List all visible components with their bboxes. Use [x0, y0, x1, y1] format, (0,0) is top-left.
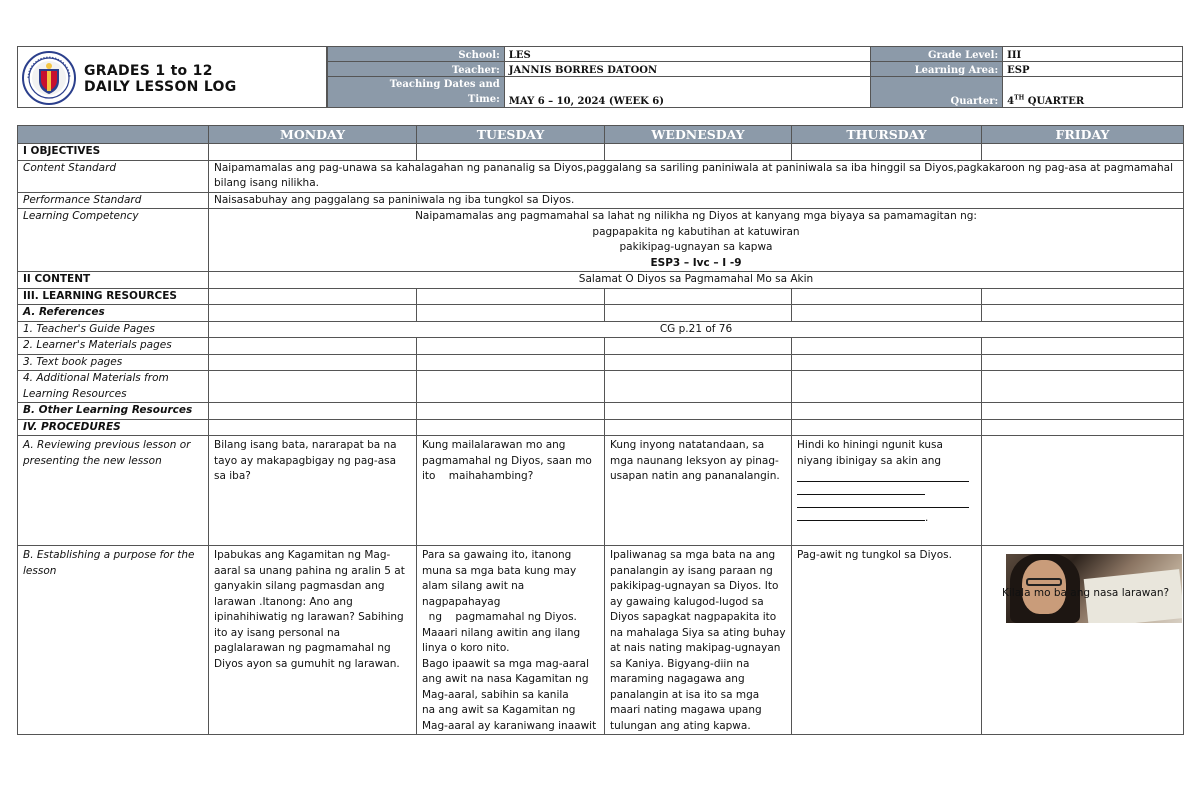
- cell: [417, 338, 605, 355]
- learners-materials-label: 2. Learner's Materials pages: [18, 338, 209, 355]
- cell: [209, 144, 417, 161]
- lesson-plan-table: [17, 125, 1184, 735]
- answer-blank-line: [797, 508, 925, 521]
- cell: [605, 403, 792, 420]
- establishing-tuesday-line-3: Maaari nilang awitin ang ilang linya o koro nito.: [422, 626, 581, 654]
- establishing-tuesday-line-1: Para sa gawaing ito, itanong muna sa mga bata kung may alam silang awit na nagpapahayag: [422, 549, 577, 608]
- corner-cell: [18, 126, 209, 144]
- learning-resources-label: III. LEARNING RESOURCES: [18, 288, 209, 305]
- learning-area-label: Learning Area:: [871, 62, 1003, 77]
- quarter-label: Quarter:: [871, 77, 1003, 108]
- cell: [605, 338, 792, 355]
- cell: [792, 354, 982, 371]
- cell: [605, 144, 792, 161]
- day-header-thursday: THURSDAY: [792, 126, 982, 144]
- teaching-dates-label-line-1: Teaching Dates and: [389, 79, 500, 90]
- photo-glasses: [1026, 578, 1062, 586]
- content-label: II CONTENT: [18, 272, 209, 289]
- reviewing-tuesday-line-1: Kung mailalarawan mo ang pagmamahal ng Diyos, saan mo: [422, 439, 592, 467]
- establishing-monday: Ipabukas ang Kagamitan ng Mag-aaral sa unang pahina ng aralin 5 at ganyakin silang pagmasdan ang larawan .Itanong: Ano ang ipinahihiwatig ng larawan? Sabihing ito ay isang personal na paglalarawan ng pagmamahal ng Diyos ayon sa gumuhit ng larawan.: [209, 546, 417, 735]
- establishing-thursday: Pag-awit ng tungkol sa Diyos.: [792, 546, 982, 735]
- grade-level-label: Grade Level:: [871, 47, 1003, 62]
- answer-blank-line: [797, 482, 925, 495]
- cell: [982, 305, 1184, 322]
- dates-value: MAY 6 – 10, 2024 (WEEK 6): [504, 77, 870, 108]
- grade-level-value: III: [1003, 47, 1183, 62]
- cell: [982, 419, 1184, 436]
- teachers-guide-label: 1. Teacher's Guide Pages: [18, 321, 209, 338]
- cell: [792, 419, 982, 436]
- quarter-number: 4: [1007, 96, 1015, 107]
- cell: [605, 419, 792, 436]
- cell: [605, 354, 792, 371]
- school-label: School:: [328, 47, 505, 62]
- cell: [605, 288, 792, 305]
- cell: [417, 419, 605, 436]
- teacher-label: Teacher:: [328, 62, 505, 77]
- additional-materials-line-1: 4. Additional Materials from: [23, 372, 169, 384]
- cell: [209, 305, 417, 322]
- quarter-text: QUARTER: [1024, 96, 1085, 107]
- cell: [982, 403, 1184, 420]
- textbook-pages-label: 3. Text book pages: [18, 354, 209, 371]
- teaching-dates-label: [328, 77, 505, 108]
- reviewing-tuesday: [417, 436, 605, 546]
- reviewing-tuesday-line-2: ito maihahambing?: [422, 470, 534, 482]
- cell: [792, 288, 982, 305]
- reviewing-wednesday: Kung inyong natatandaan, sa mga naunang leksyon ay pinag-usapan natin ang pananalangin.: [605, 436, 792, 546]
- competency-line-1: Naipamamalas ang pagmamahal sa lahat ng nilikha ng Diyos at kanyang mga biyaya sa pamamagitan ng:: [415, 210, 977, 222]
- info-table: [327, 46, 1183, 108]
- cell: [605, 305, 792, 322]
- day-header-monday: MONDAY: [209, 126, 417, 144]
- answer-blank-line: [797, 495, 969, 508]
- cell: [605, 371, 792, 403]
- cell: [209, 354, 417, 371]
- cell: [417, 144, 605, 161]
- performance-standard-text: Naisasabuhay ang paggalang sa paniniwala ng iba tungkol sa Diyos.: [209, 192, 1184, 209]
- cell: [209, 419, 417, 436]
- photo-caption: Kilala mo ba ang nasa larawan?: [1002, 587, 1170, 599]
- answer-blank-line: [797, 469, 969, 482]
- title-line-2: DAILY LESSON LOG: [84, 79, 237, 95]
- teacher-value: JANNIS BORRES DATOON: [504, 62, 870, 77]
- day-header-wednesday: WEDNESDAY: [605, 126, 792, 144]
- teaching-dates-label-line-2: Time:: [467, 94, 500, 105]
- cell: [982, 371, 1184, 403]
- content-standard-text: Naipamamalas ang pag-unawa sa kahalagahan ng pananalig sa Diyos,paggalang sa sariling paniniwala at paniniwala sa iba hinggil sa Diyos,pagkakaroon ng pag-asa at pagmamahal bilang isang nilikha.: [209, 160, 1184, 192]
- additional-materials-line-2: Learning Resources: [23, 387, 127, 400]
- learning-competency-label: Learning Competency: [18, 209, 209, 272]
- cell: [792, 144, 982, 161]
- competency-line-3: pakikipag-ugnayan sa kapwa: [619, 241, 773, 253]
- cell: [209, 371, 417, 403]
- reviewing-thursday-line-2: niyang ibinigay sa akin ang: [797, 454, 942, 467]
- content-text: Salamat O Diyos sa Pagmamahal Mo sa Akin: [209, 272, 1184, 289]
- cell: [982, 354, 1184, 371]
- competency-line-2: pagpapakita ng kabutihan at katuwiran: [592, 225, 800, 238]
- performance-standard-label: Performance Standard: [18, 192, 209, 209]
- cell: [417, 288, 605, 305]
- establishing-purpose-label: B. Establishing a purpose for the lesson: [18, 546, 209, 735]
- cell: [417, 371, 605, 403]
- learning-competency-text: [209, 209, 1184, 272]
- establishing-tuesday-line-2: ng pagmamahal ng Diyos.: [422, 611, 577, 623]
- school-value: LES: [504, 47, 870, 62]
- cell: [792, 371, 982, 403]
- other-resources-label: B. Other Learning Resources: [18, 403, 209, 420]
- cell: [982, 288, 1184, 305]
- lesson-log-header: [17, 46, 1183, 108]
- day-header-tuesday: TUESDAY: [417, 126, 605, 144]
- document-title: [84, 63, 237, 95]
- competency-code: ESP3 – Ivc – I -9: [650, 256, 742, 269]
- day-header-friday: FRIDAY: [982, 126, 1184, 144]
- cell: [209, 288, 417, 305]
- reviewing-thursday-line-1: Hindi ko hiningi ngunit kusa: [797, 439, 943, 451]
- reviewing-thursday: [792, 436, 982, 546]
- cell: [417, 354, 605, 371]
- deped-seal-logo: [22, 51, 76, 105]
- quarter-value: [1003, 77, 1183, 108]
- cell: [792, 403, 982, 420]
- learning-area-value: ESP: [1003, 62, 1183, 77]
- establishing-tuesday-line-5: na ang awit sa Kagamitan ng Mag-aaral ay karaniwang inaawit: [422, 704, 597, 732]
- procedures-label: IV. PROCEDURES: [18, 419, 209, 436]
- content-standard-label: Content Standard: [18, 160, 209, 192]
- cell: [417, 305, 605, 322]
- cell: [982, 338, 1184, 355]
- quarter-superscript: TH: [1014, 94, 1025, 102]
- reviewing-thursday-period: .: [925, 512, 929, 524]
- references-label: A. References: [18, 305, 209, 322]
- establishing-friday: [982, 546, 1184, 735]
- establishing-wednesday: Ipaliwanag sa mga bata na ang panalangin ay isang paraan ng pakikipag-ugnayan sa Diyos. Ito ay gawaing kalugod-lugod sa Diyos sapagkat nagpapakita ito na mahalaga Siya sa ating buhay at nais nating makipag-ugnayan sa Kaniya. Bigyang-diin na maraming nagagawa ang panalangin at isa ito sa mga maari nating magawa upang tulungan ang ating kapwa.: [605, 546, 792, 735]
- teachers-guide-text: CG p.21 of 76: [209, 321, 1184, 338]
- cell: [417, 403, 605, 420]
- cell: [792, 305, 982, 322]
- title-box: [17, 46, 327, 108]
- cell: [792, 338, 982, 355]
- cell: [209, 403, 417, 420]
- objectives-label: I OBJECTIVES: [18, 144, 209, 161]
- establishing-tuesday: [417, 546, 605, 735]
- cell: [982, 144, 1184, 161]
- cell: [209, 338, 417, 355]
- title-line-1: GRADES 1 to 12: [84, 63, 213, 79]
- reviewing-friday: [982, 436, 1184, 546]
- reviewing-monday: Bilang isang bata, nararapat ba na tayo ay makapagbigay ng pag-asa sa iba?: [209, 436, 417, 546]
- additional-materials-label: [18, 371, 209, 403]
- reviewing-label: A. Reviewing previous lesson or presenting the new lesson: [18, 436, 209, 546]
- establishing-tuesday-line-4: Bago ipaawit sa mga mag-aaral ang awit na nasa Kagamitan ng Mag-aaral, sabihin sa kanila: [422, 657, 590, 701]
